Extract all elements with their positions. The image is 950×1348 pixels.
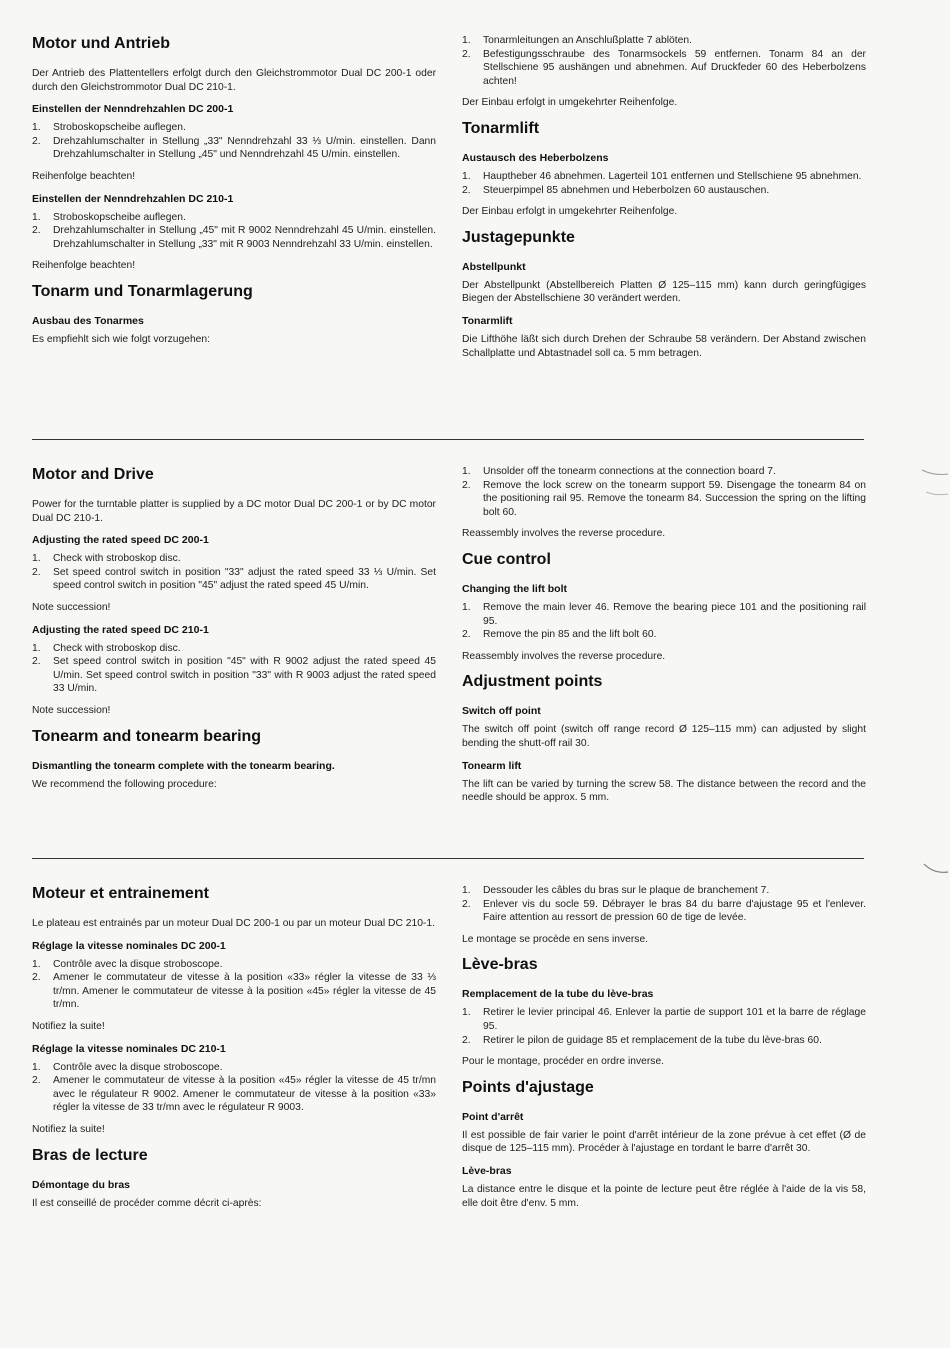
step-number: 1. [32,553,41,565]
step-text: Remove the main lever 46. Remove the bearing piece 101 and the positioning rail 95. [483,601,866,627]
list-item [462,465,866,479]
step-number: 1. [462,170,471,182]
list-item [462,1034,866,1048]
step-text: Enlever vis du socle 59. Débrayer le bras 84 du barre d'ajustage 95 et l'enlever. Faire attention au ressort de pression 60 de tige de levée. [483,898,866,924]
heading-cue-lift: Tonarmlift [462,119,540,137]
step-text: Remove the lock screw on the tonearm support 59. Disengage the tonearm 84 on the positioning rail 95. Remove the tonearm 84. Succession the spring on the lifting bolt 60. [483,479,866,518]
list-item [462,184,866,198]
paragraph-motor: Le plateau est entrainés par un moteur Dual DC 200-1 ou par un moteur Dual DC 210-1. [32,918,435,929]
step-text: Contrôle avec la disque stroboscope. [53,958,223,970]
list-item [462,628,866,642]
paragraph-tonearm-intro: We recommend the following procedure: [32,778,217,790]
step-number: 2. [462,898,471,910]
list-item [462,1006,866,1033]
step-number: 2. [462,479,471,491]
heading-tonearm: Tonarm und Tonarmlagerung [32,282,253,300]
step-number: 1. [32,642,41,654]
list-item [462,884,866,898]
step-text: Contrôle avec la disque stroboscope. [53,1061,223,1073]
note-succession: Reihenfolge beachten! [32,260,136,272]
paragraph-reassembly: Reassembly involves the reverse procedure. [462,528,666,540]
steps-speed-210 [32,1061,436,1115]
step-text: Steuerpimpel 85 abnehmen und Heberbolzen 60 austauschen. [483,184,770,196]
column-left-de [32,34,436,356]
subheading-switch-off: Point d'arrêt [462,1110,524,1123]
heading-cue-lift: Lève-bras [462,956,538,974]
step-number: 2. [462,184,471,196]
heading-motor-drive: Motor and Drive [32,466,154,483]
binding-mark-icon [920,462,950,502]
heading-adjustment: Points d'ajustage [462,1078,594,1096]
step-text: Drehzahlumschalter in Stellung „45" mit R 9002 Nenndrehzahl 45 U/min. einstellen. Drehzahlumschalter in Stellung „33" mit R 9003 Nenndrehzahl 33 U/min. einstellen. [53,225,436,250]
column-right-fr [462,884,866,1219]
step-text: Set speed control switch in position "33" adjust the rated speed 33 ⅓ U/min. Set speed control switch in position "45" adjust the rated speed 45 U/min. [53,566,436,592]
subheading-tonearm-lift: Lève-bras [462,1164,512,1177]
subheading-tonearm-lift: Tonearm lift [462,759,522,772]
list-item [462,48,866,89]
note-succession: Note succession! [32,704,111,716]
column-left-fr [32,884,436,1219]
step-number: 1. [32,958,41,970]
steps-tonearm [462,465,866,519]
steps-speed-210 [32,642,436,696]
subheading-switch-off: Abstellpunkt [462,260,526,273]
note-succession: Note succession! [32,601,111,613]
steps-speed-210 [32,211,436,252]
paragraph-reassembly: Reassembly involves the reverse procedure. [462,650,666,662]
steps-speed-200 [32,552,436,593]
step-text: Stroboskopscheibe auflegen. [53,122,186,134]
steps-speed-200 [32,121,436,162]
step-text: Befestigungsschraube des Tonarmsockels 59 entfernen. Tonarm 84 an der Stellschiene 95 aushängen und abnehmen. Auf Druckfeder 60 des Heberbolzens achten! [483,48,866,87]
paragraph-motor: Power for the turntable platter is supplied by a DC motor Dual DC 200-1 or by DC motor Dual DC 210-1. [32,499,436,524]
step-text: Stroboskopscheibe auflegen. [53,211,186,223]
step-text: Set speed control switch in position "45" with R 9002 adjust the rated speed 45 U/min. Set speed control switch in position "33" with R 9003 adjust the rated speed 33 U/min. [53,656,436,695]
subheading-lift-bolt: Austausch des Heberbolzens [462,151,609,164]
steps-lift [462,1006,866,1047]
column-right-de [462,34,866,369]
list-item [32,121,436,135]
paragraph-switch-off: The switch off point (switch off range record Ø 125–115 mm) can adjusted by slight bending the shutt-off rail 30. [462,724,866,749]
step-number: 1. [462,1007,471,1019]
step-number: 1. [462,35,471,46]
step-text: Amener le commutateur de vitesse à la position «45» régler la vitesse de 45 tr/mn avec le régulateur R 9002. Amener le commutateur de vitesse à la position «33» régler la vitesse de 33 tr/mn avec le régulateur R 9003. [53,1075,436,1114]
paragraph-reassembly: Der Einbau erfolgt in umgekehrter Reihenfolge. [462,97,678,109]
step-text: Check with stroboskop disc. [53,553,181,565]
subheading-tonearm-removal: Démontage du bras [32,1178,131,1191]
step-number: 1. [32,211,41,223]
subheading-lift-bolt: Remplacement de la tube du lève-bras [462,988,654,1001]
note-succession: Notifiez la suite! [32,1020,105,1032]
subheading-speed-200: Réglage la vitesse nominales DC 200-1 [32,939,226,952]
list-item [32,958,436,972]
step-text: Remove the pin 85 and the lift bolt 60. [483,629,657,641]
divider-line [32,439,864,440]
list-item [462,170,866,184]
heading-adjustment: Justagepunkte [462,228,575,246]
paragraph-reassembly: Pour le montage, procéder en ordre inverse. [462,1056,665,1068]
step-number: 1. [32,122,41,134]
step-text: Retirer le levier principal 46. Enlever la partie de support 101 et la barre de réglage 95. [483,1007,866,1032]
heading-cue-lift: Cue control [462,550,551,568]
list-item [32,971,436,1012]
step-text: Check with stroboskop disc. [53,642,181,654]
list-item [462,34,866,48]
steps-lift [462,601,866,642]
step-number: 2. [32,656,41,668]
step-number: 2. [32,1075,41,1087]
binding-mark-icon [920,838,950,878]
list-item [462,479,866,520]
subheading-speed-210: Einstellen der Nenndrehzahlen DC 210-1 [32,192,234,205]
step-number: 1. [32,1061,41,1073]
steps-speed-200 [32,958,436,1012]
step-text: Drehzahlumschalter in Stellung „33" Nenndrehzahl 33 ⅓ U/min. einstellen. Dann Drehzahlumschalter in Stellung „45" und Nenndrehzahl 45 U/min. einstellen. [53,135,436,161]
paragraph-tonearm-lift: La distance entre le disque et la pointe de lecture peut être réglée à l'aide de la vis 58, elle doit être d'env. 5 mm. [462,1183,866,1209]
paragraph-tonearm-intro: Es empfiehlt sich wie folgt vorzugehen: [32,333,210,345]
list-item [32,211,436,225]
subheading-switch-off: Switch off point [462,705,541,718]
paragraph-tonearm-intro: Il est conseillé de procéder comme décrit ci-après: [32,1197,262,1209]
step-text: Amener le commutateur de vitesse à la position «33» régler la vitesse de 33 ⅓ tr/mn. Amener le commutateur de vitesse à la position «45» régler la vitesse de 45 tr/mn. [53,972,436,1011]
step-text: Hauptheber 46 abnehmen. Lagerteil 101 entfernen und Stellschiene 95 abnehmen. [483,170,862,182]
steps-lift [462,170,866,197]
column-left-en [32,465,436,800]
step-number: 2. [32,972,41,984]
steps-tonearm [462,34,866,88]
step-text: Tonarmleitungen an Anschlußplatte 7 ablöten. [483,35,692,46]
heading-adjustment: Adjustment points [462,673,603,691]
paragraph-reassembly: Der Einbau erfolgt in umgekehrter Reihenfolge. [462,206,678,218]
heading-motor-drive: Moteur et entrainement [32,885,209,902]
subheading-tonearm-removal: Ausbau des Tonarmes [32,314,144,327]
subheading-speed-210: Adjusting the rated speed DC 210-1 [32,623,209,636]
subheading-tonearm-lift: Tonarmlift [462,314,513,327]
paragraph-motor: Der Antrieb des Plattentellers erfolgt durch den Gleichstrommotor Dual DC 200-1 oder durch den Gleichstrommotor Dual DC 210-1. [32,68,436,93]
step-number: 2. [462,1034,471,1046]
list-item [32,1061,436,1075]
subheading-tonearm-removal: Dismantling the tonearm complete with the tonearm bearing. [32,759,335,772]
note-succession: Notifiez la suite! [32,1123,105,1135]
list-item [32,642,436,656]
heading-motor-drive: Motor und Antrieb [32,35,171,52]
list-item [462,898,866,925]
column-right-en [462,465,866,814]
step-number: 2. [32,566,41,578]
subheading-speed-210: Réglage la vitesse nominales DC 210-1 [32,1042,226,1055]
list-item [32,655,436,696]
divider-line [32,858,864,859]
step-number: 2. [462,48,471,60]
step-number: 1. [462,601,471,613]
step-text: Unsolder off the tonearm connections at the connection board 7. [483,466,776,477]
paragraph-reassembly: Le montage se procède en sens inverse. [462,933,649,945]
heading-tonearm: Bras de lecture [32,1146,148,1164]
subheading-speed-200: Einstellen der Nenndrehzahlen DC 200-1 [32,103,234,116]
step-number: 2. [462,629,471,641]
paragraph-switch-off: Der Abstellpunkt (Abstellbereich Platten Ø 125–115 mm) kann durch geringfügiges Biegen der Abstellschiene 30 verändert werden. [462,279,866,305]
list-item [32,224,436,251]
list-item [32,566,436,593]
subheading-speed-200: Adjusting the rated speed DC 200-1 [32,534,209,547]
paragraph-tonearm-lift: The lift can be varied by turning the screw 58. The distance between the record and the needle should be approx. 5 mm. [462,778,866,804]
step-number: 1. [462,466,471,477]
list-item [32,1074,436,1115]
list-item [462,601,866,628]
steps-tonearm [462,884,866,925]
step-number: 2. [32,135,41,147]
step-text: Dessouder les câbles du bras sur le plaque de branchement 7. [483,885,770,896]
step-number: 1. [462,885,471,896]
paragraph-tonearm-lift: Die Lifthöhe läßt sich durch Drehen der Schraube 58 verändern. Der Abstand zwischen Schallplatte und Abtastnadel soll ca. 5 mm betragen. [462,333,866,359]
note-succession: Reihenfolge beachten! [32,170,136,182]
heading-tonearm: Tonearm and tonearm bearing [32,727,262,745]
step-text: Retirer le pilon de guidage 85 et remplacement de la tube du lève-bras 60. [483,1034,822,1046]
step-number: 2. [32,225,41,237]
subheading-lift-bolt: Changing the lift bolt [462,582,567,595]
list-item [32,135,436,162]
paragraph-switch-off: Il est possible de fair varier le point d'arrêt intérieur de la zone prévue à cet effet (Ø de disque de 125–115 mm). Procéder à l'ajustage en tordant le barre d'arrêt 30. [462,1129,866,1155]
list-item [32,552,436,566]
